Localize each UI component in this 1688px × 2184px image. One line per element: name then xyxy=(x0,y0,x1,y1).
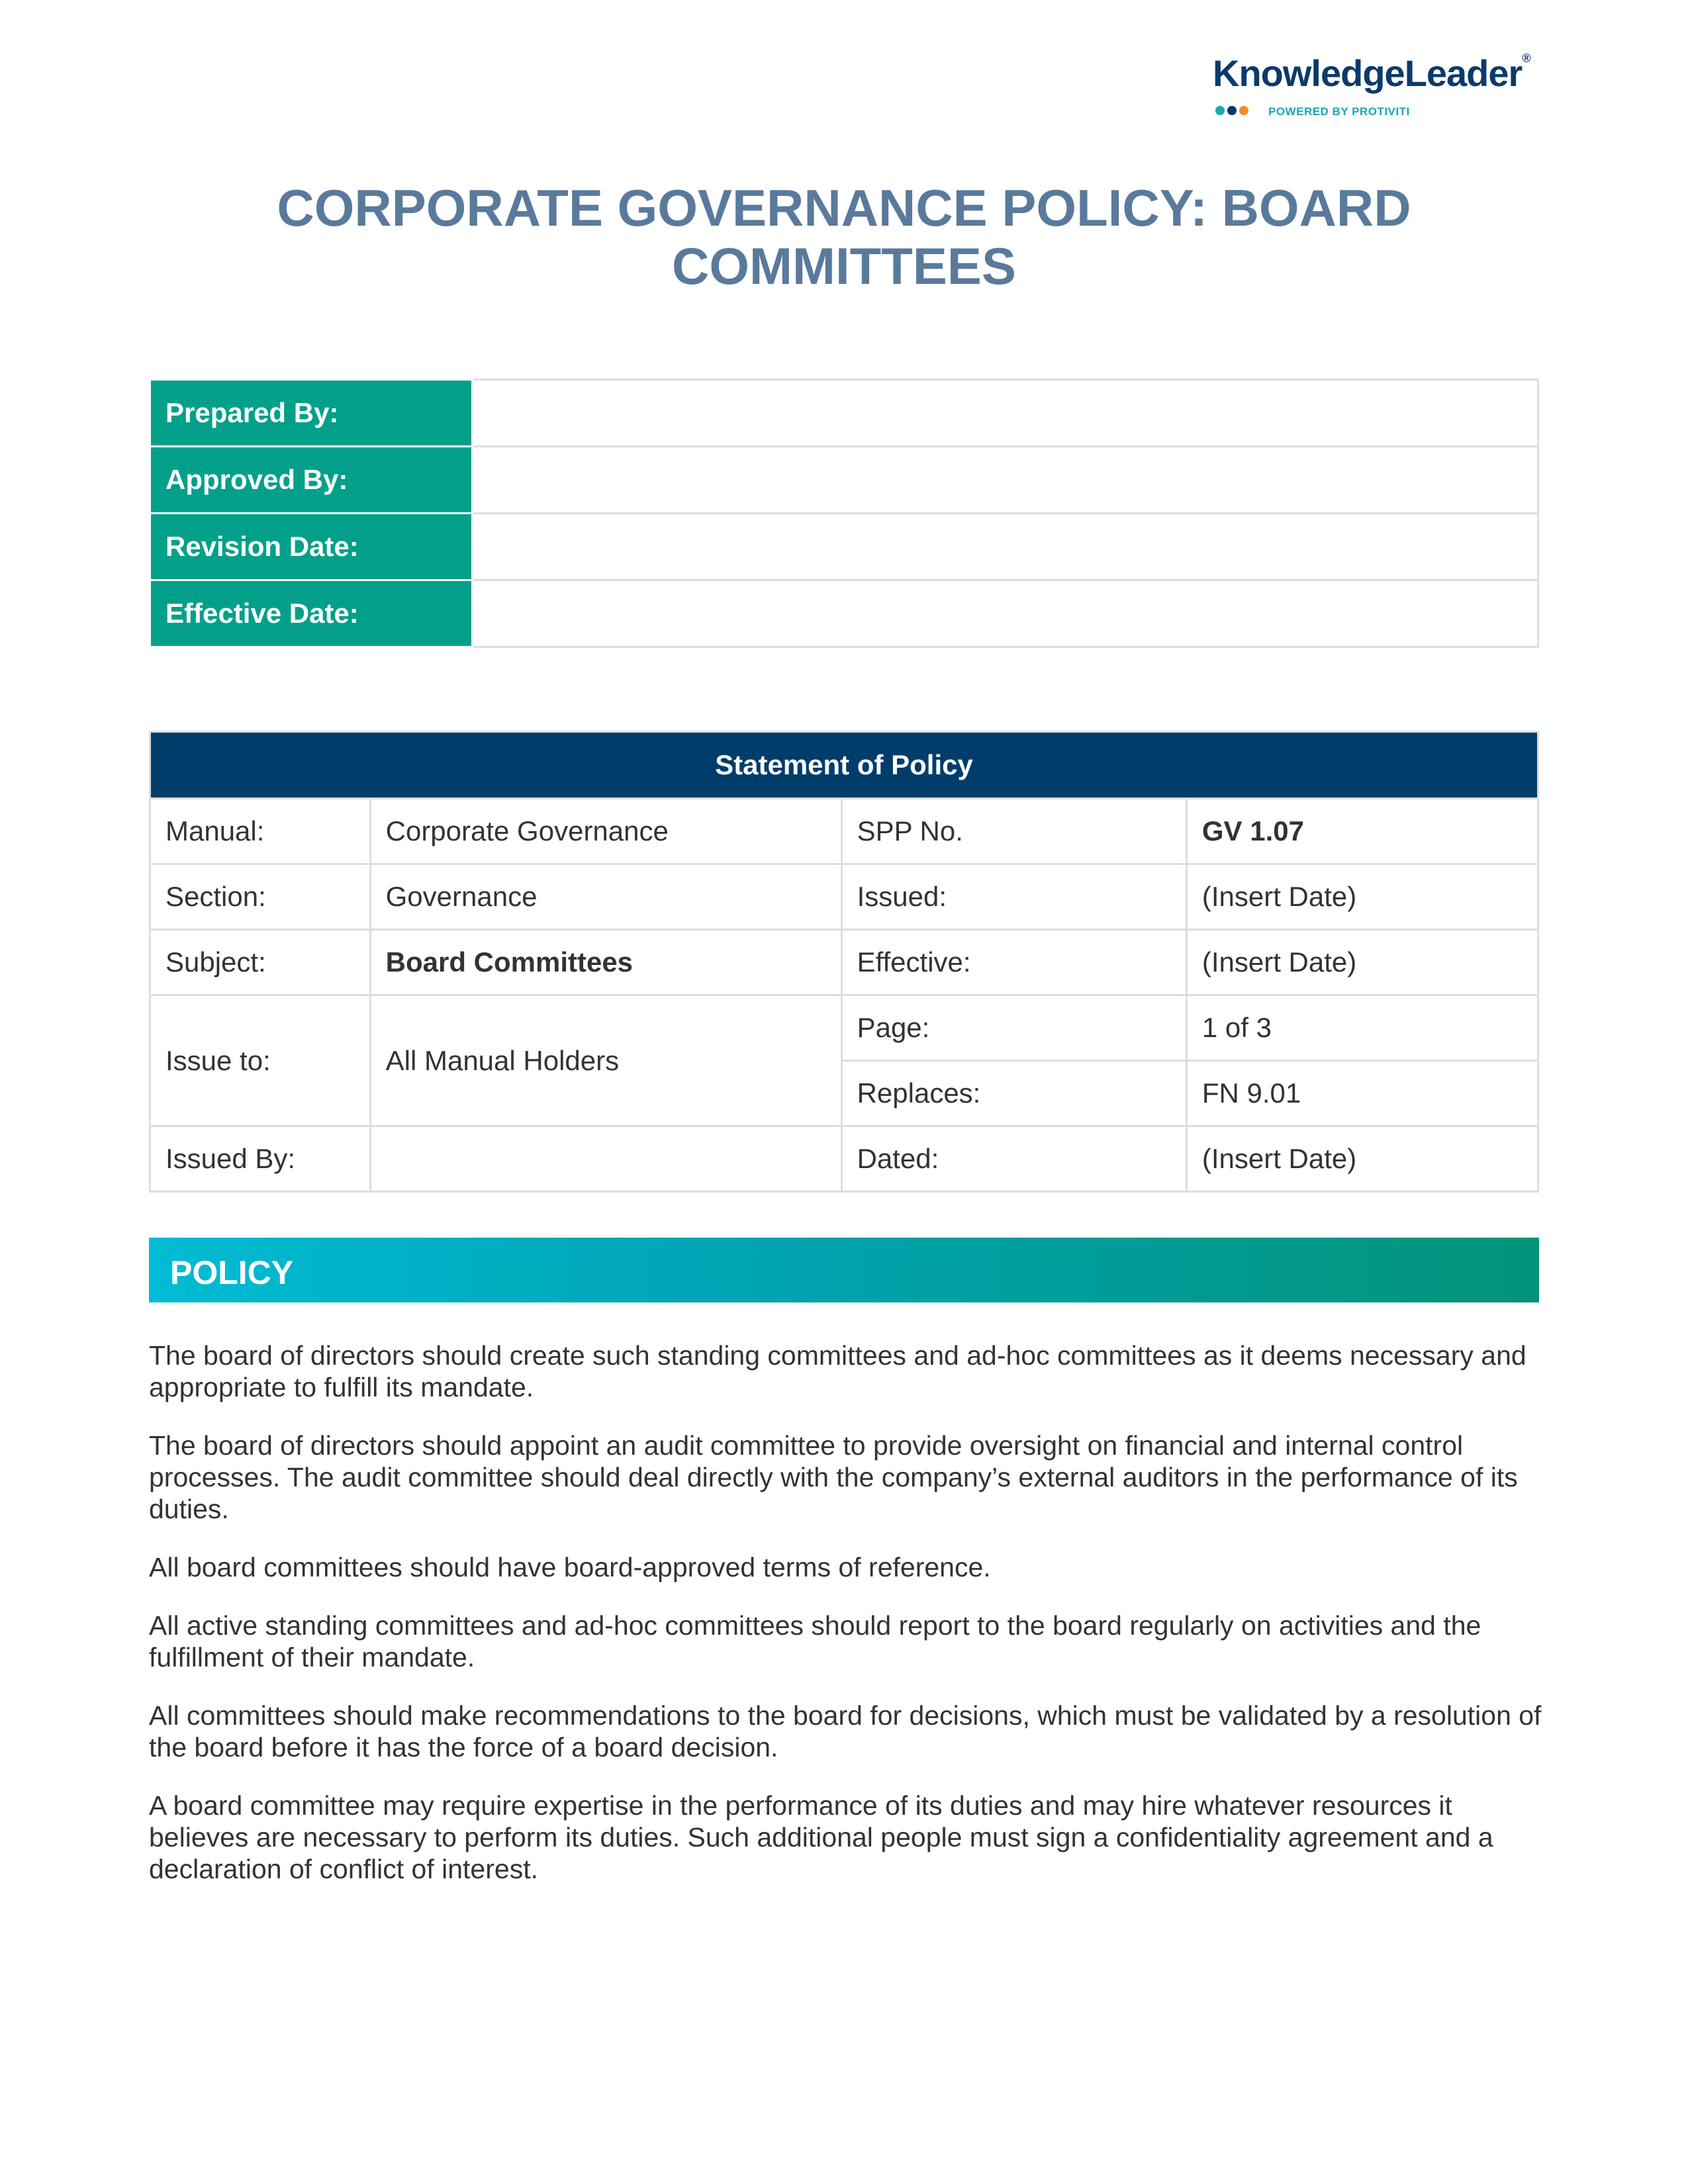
logo-dots-icon xyxy=(1215,106,1251,116)
logo-wordmark xyxy=(1213,52,1530,95)
policy-paragraph: The board of directors should create such standing committees and ad-hoc committees as it deems necessary and appropriate to fulfill its mandate. xyxy=(149,1340,1526,1402)
table-row xyxy=(150,1126,1538,1192)
knowledgeleader-logo xyxy=(1213,52,1537,124)
effective-value: (Insert Date) xyxy=(1186,930,1538,995)
page-value: 1 of 3 xyxy=(1186,995,1538,1061)
meta-label: Effective Date: xyxy=(150,580,473,647)
dated-value: (Insert Date) xyxy=(1186,1126,1538,1192)
issued-by-value xyxy=(370,1126,841,1192)
logo-name-part1: Knowledge xyxy=(1213,52,1405,94)
effective-label: Effective: xyxy=(841,930,1186,995)
document-title-line2: COMMITTEES xyxy=(672,237,1016,295)
policy-paragraph: All committees should make recommendations to the board for decisions, which must be validated by a resolution of the board before it has the force of a board decision. xyxy=(149,1700,1542,1762)
issued-by-label: Issued By: xyxy=(150,1126,371,1192)
table-row xyxy=(150,930,1538,995)
issued-value: (Insert Date) xyxy=(1186,864,1538,930)
issue-to-value: All Manual Holders xyxy=(370,995,841,1126)
policy-paragraph: The board of directors should appoint an audit committee to provide oversight on financial and internal control processes. The audit committee should deal directly with the company’s external auditors in the performance of its duties. xyxy=(149,1430,1518,1524)
logo-dot-teal xyxy=(1215,106,1225,115)
logo-registered-mark: ® xyxy=(1522,52,1530,65)
subject-label: Subject: xyxy=(150,930,371,995)
statement-heading: Statement of Policy xyxy=(150,732,1538,799)
section-value: Governance xyxy=(370,864,841,930)
policy-paragraph: All board committees should have board-approved terms of reference. xyxy=(149,1552,991,1582)
document-title-line1: CORPORATE GOVERNANCE POLICY: BOARD xyxy=(277,179,1411,237)
meta-label: Prepared By: xyxy=(150,380,473,447)
manual-label: Manual: xyxy=(150,799,371,864)
meta-row-revision-date xyxy=(150,514,1538,580)
document-title xyxy=(149,179,1539,295)
section-label: Section: xyxy=(150,864,371,930)
meta-label: Approved By: xyxy=(150,447,473,514)
spp-value: GV 1.07 xyxy=(1186,799,1538,864)
logo-dot-navy xyxy=(1227,106,1237,115)
meta-label: Revision Date: xyxy=(150,514,473,580)
dated-label: Dated: xyxy=(841,1126,1186,1192)
table-row xyxy=(150,864,1538,930)
policy-paragraph: All active standing committees and ad-hoc committees should report to the board regularly on activities and the fulfillment of their mandate. xyxy=(149,1610,1481,1672)
issued-label: Issued: xyxy=(841,864,1186,930)
document-metadata-table xyxy=(149,379,1539,648)
meta-value-field[interactable] xyxy=(473,447,1538,514)
policy-section-banner xyxy=(149,1238,1539,1302)
policy-paragraph: A board committee may require expertise in the performance of its duties and may hire whatever resources it believes are necessary to perform its duties. Such additional people must sign a confidentiality agreement and a declaration of conflict of interest. xyxy=(149,1790,1493,1884)
policy-heading: POLICY xyxy=(170,1254,294,1291)
statement-of-policy-table xyxy=(149,731,1539,1193)
issue-to-label: Issue to: xyxy=(150,995,371,1126)
replaces-label: Replaces: xyxy=(841,1061,1186,1126)
meta-value-field[interactable] xyxy=(473,580,1538,647)
page-label: Page: xyxy=(841,995,1186,1061)
spp-label: SPP No. xyxy=(841,799,1186,864)
meta-value-field[interactable] xyxy=(473,514,1538,580)
replaces-value: FN 9.01 xyxy=(1186,1061,1538,1126)
logo-dot-orange xyxy=(1239,106,1248,115)
logo-name-part2: Leader xyxy=(1404,52,1523,94)
manual-value: Corporate Governance xyxy=(370,799,841,864)
logo-tagline: POWERED BY PROTIVITI xyxy=(1268,105,1410,118)
table-row xyxy=(150,799,1538,864)
meta-row-approved-by xyxy=(150,447,1538,514)
meta-value-field[interactable] xyxy=(473,380,1538,447)
meta-row-effective-date xyxy=(150,580,1538,647)
table-row xyxy=(150,995,1538,1061)
policy-body xyxy=(149,1340,1546,1911)
meta-row-prepared-by xyxy=(150,380,1538,447)
subject-value: Board Committees xyxy=(370,930,841,995)
